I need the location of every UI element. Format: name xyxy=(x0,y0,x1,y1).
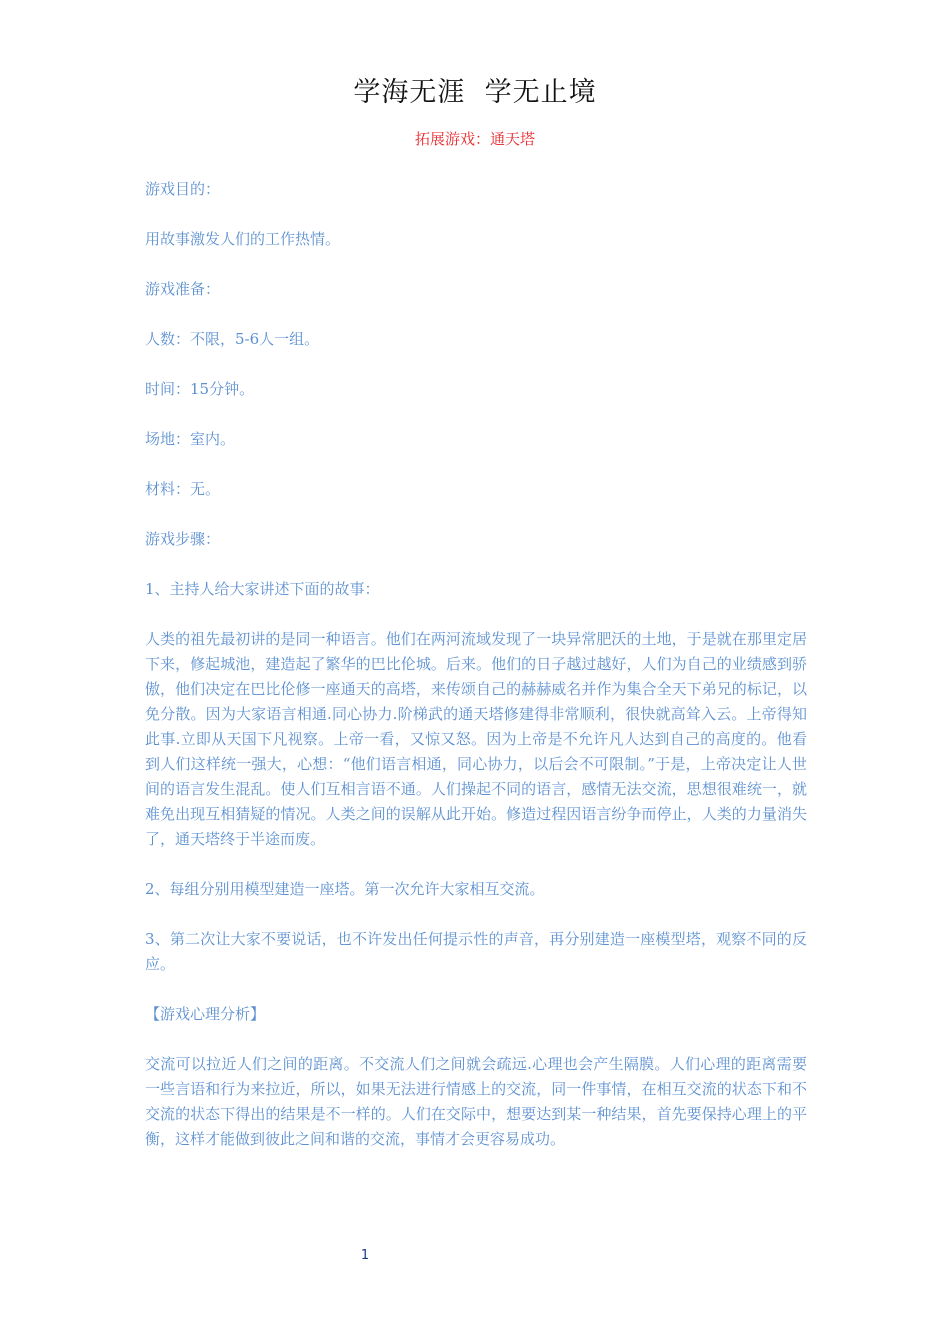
section-heading-steps: 游戏步骤： xyxy=(145,530,221,548)
step-3: 3、第二次让大家不要说话，也不许发出任何提示性的声音，再分别建造一座模型塔，观察不同的反应。 xyxy=(145,930,807,973)
document-body xyxy=(145,177,807,1177)
duration-text: 时间：15分钟。 xyxy=(145,380,255,398)
venue-text: 场地：室内。 xyxy=(145,430,236,448)
step-1: 1、主持人给大家讲述下面的故事： xyxy=(145,580,380,598)
page-number: 1 xyxy=(360,1248,370,1263)
purpose-text: 用故事激发人们的工作热情。 xyxy=(145,230,341,248)
step-2: 2、每组分别用模型建造一座塔。第一次允许大家相互交流。 xyxy=(145,880,545,898)
section-heading-preparation: 游戏准备： xyxy=(145,280,221,298)
document-subtitle: 拓展游戏：通天塔 xyxy=(414,130,535,148)
section-heading-purpose: 游戏目的： xyxy=(145,180,221,198)
page-header-title: 学海无涯 学无止境 xyxy=(353,77,597,108)
analysis-paragraph: 交流可以拉近人们之间的距离。不交流人们之间就会疏远.心理也会产生隔膜。人们心理的距离需要一些言语和行为来拉近，所以，如果无法进行情感上的交流，同一件事情，在相互交流的状态下和不交流的状态下得出的结果是不一样的。人们在交际中，想要达到某一种结果，首先要保持心理上的平衡，这样才能做到彼此之间和谐的交流，事情才会更容易成功。 xyxy=(145,1055,807,1148)
participants-text: 人数：不限，5-6人一组。 xyxy=(145,330,320,348)
materials-text: 材料：无。 xyxy=(145,480,221,498)
section-heading-analysis: 【游戏心理分析】 xyxy=(145,1005,266,1023)
story-paragraph: 人类的祖先最初讲的是同一种语言。他们在两河流域发现了一块异常肥沃的土地，于是就在那里定居下来，修起城池，建造起了繁华的巴比伦城。后来。他们的日子越过越好，人们为自己的业绩感到骄傲，他们决定在巴比伦修一座通天的高塔，来传颂自己的赫赫威名并作为集合全天下弟兄的标记，以免分散。因为大家语言相通.同心协力.阶梯武的通天塔修建得非常顺利，很快就高耸入云。上帝得知此事.立即从天国下凡视察。上帝一看，又惊又怒。因为上帝是不允许凡人达到自己的高度的。他看到人们这样统一强大，心想：“他们语言相通，同心协力，以后会不可限制。”于是，上帝决定让人世间的语言发生混乱。使人们互相言语不通。人们操起不同的语言，感情无法交流，思想很难统一，就难免出现互相猜疑的情况。人类之间的误解从此开始。修造过程因语言纷争而停止，人类的力量消失了，通天塔终于半途而废。 xyxy=(145,630,807,848)
